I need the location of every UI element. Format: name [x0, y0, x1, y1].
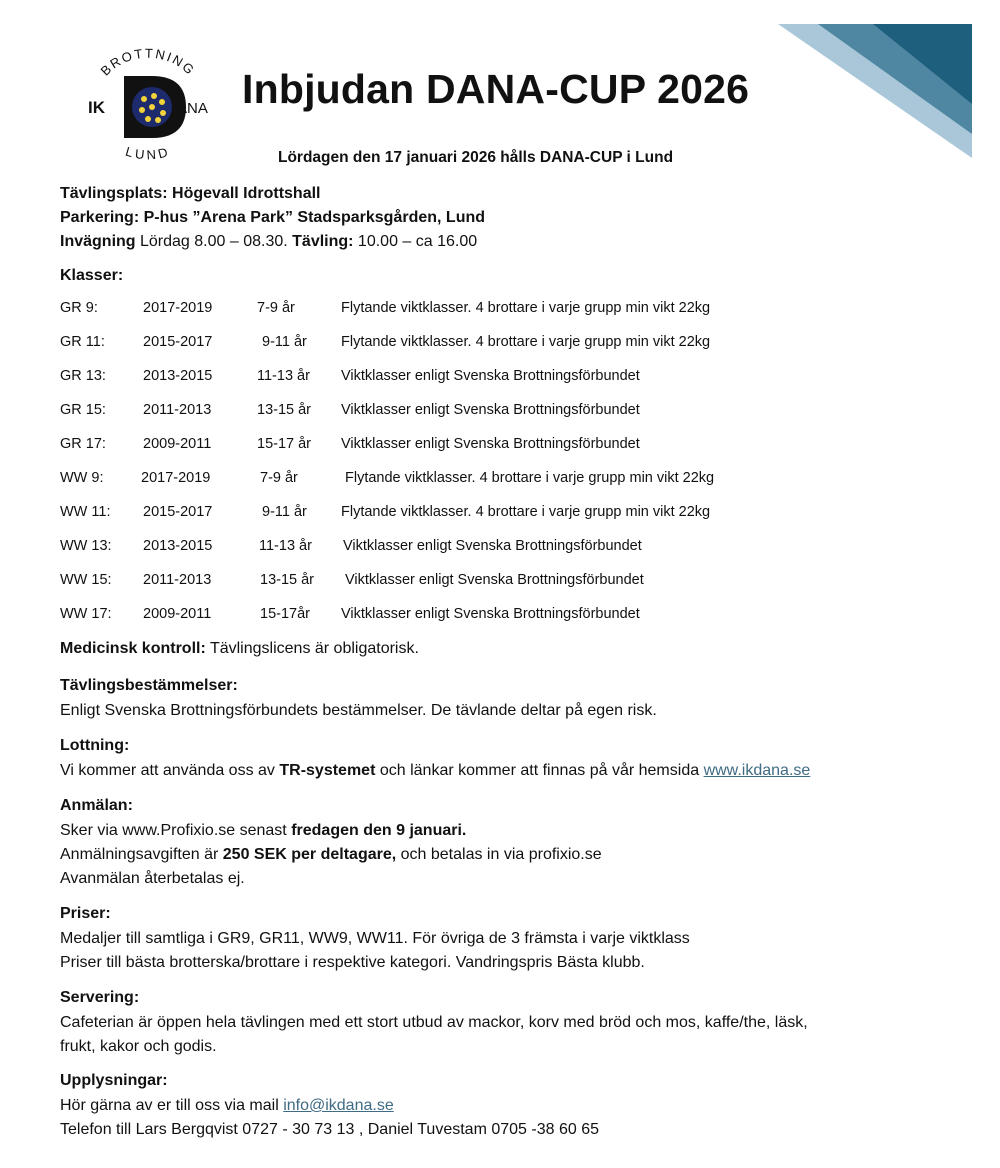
catering-line-1: Cafeterian är öppen hela tävlingen med ett stort utbud av mackor, korv med bröd och mos, kaffe/the, läsk,	[60, 1014, 808, 1031]
class-group: GR 17:	[60, 436, 106, 452]
class-years: 2009-2011	[143, 606, 212, 622]
corner-decoration	[778, 24, 972, 158]
class-group: WW 13:	[60, 538, 112, 554]
logo-left-text: IK	[88, 98, 105, 117]
draw-heading: Lottning:	[60, 737, 130, 754]
contact-mail-text: Hör gärna av er till oss via mail	[60, 1097, 284, 1114]
prizes-line-1: Medaljer till samtliga i GR9, GR11, WW9, WW11. För övriga de 3 främsta i varje viktklass	[60, 930, 690, 947]
rules-text: Enligt Svenska Brottningsförbundets bestämmelser. De tävlande deltar på egen risk.	[60, 702, 657, 719]
rules-heading: Tävlingsbestämmelser:	[60, 677, 238, 694]
class-desc: Viktklasser enligt Svenska Brottningsförbundet	[341, 402, 640, 418]
class-age: 13-15 år	[260, 572, 315, 588]
class-years: 2009-2011	[143, 436, 212, 452]
class-desc: Flytande viktklasser. 4 brottare i varje grupp min vikt 22kg	[341, 504, 711, 520]
class-age: 11-13 år	[259, 538, 312, 554]
class-group: WW 17:	[60, 606, 112, 622]
medical-label: Medicinsk kontroll:	[60, 640, 206, 657]
class-years: 2017-2019	[141, 470, 211, 486]
class-group: WW 15:	[60, 572, 112, 588]
medical-control	[60, 639, 419, 659]
class-group: GR 15:	[60, 402, 106, 418]
class-years: 2013-2015	[143, 538, 213, 554]
catering-line-2: frukt, kakor och godis.	[60, 1038, 217, 1055]
class-group: GR 9:	[60, 300, 98, 316]
class-age: 7-9 år	[257, 300, 295, 316]
registration-deadline: fredagen den 9 januari.	[291, 822, 467, 839]
draw-system: TR-systemet	[279, 762, 376, 779]
class-desc: Flytande viktklasser. 4 brottare i varje grupp min vikt 22kg	[341, 300, 711, 316]
venue: Tävlingsplats: Högevall Idrottshall	[60, 185, 321, 202]
svg-text:LUND	[124, 144, 172, 163]
draw-pre: Vi kommer att använda oss av	[60, 762, 280, 779]
draw-post: och länkar kommer att finnas på vår hemsida	[375, 762, 704, 779]
class-years: 2015-2017	[143, 334, 213, 350]
weigh-in-label: Invägning	[60, 233, 136, 250]
class-desc: Viktklasser enligt Svenska Brottningsförbundet	[341, 368, 640, 384]
contact-heading: Upplysningar:	[60, 1072, 168, 1089]
club-logo	[78, 40, 218, 170]
event-date-subtitle: Lördagen den 17 januari 2026 hålls DANA-CUP i Lund	[278, 149, 674, 166]
logo-right-text: ANA	[177, 100, 208, 117]
parking: Parkering: P-hus ”Arena Park” Stadsparksgården, Lund	[60, 209, 486, 226]
logo-top-text: BROTTNING	[97, 45, 199, 79]
class-desc: Viktklasser enligt Svenska Brottningsförbundet	[343, 538, 642, 554]
class-group: GR 11:	[60, 334, 105, 350]
class-years: 2017-2019	[143, 300, 213, 316]
class-age: 7-9 år	[260, 470, 298, 486]
competition-value: 10.00 – ca 16.00	[353, 233, 478, 250]
logo-bottom-text: LUND	[123, 143, 173, 163]
class-age: 9-11 år	[262, 504, 307, 520]
class-age: 9-11 år	[262, 334, 307, 350]
registration-line-3: Avanmälan återbetalas ej.	[60, 870, 245, 887]
registration-payment: och betalas in via profixio.se	[396, 846, 602, 863]
class-desc: Viktklasser enligt Svenska Brottningsförbundet	[345, 572, 644, 588]
class-desc: Flytande viktklasser. 4 brottare i varje grupp min vikt 22kg	[345, 470, 715, 486]
class-group: WW 9:	[60, 470, 104, 486]
registration-fee: 250 SEK per deltagare,	[222, 846, 397, 863]
class-years: 2011-2013	[143, 572, 212, 588]
contact-line-1	[60, 1096, 394, 1116]
class-desc: Viktklasser enligt Svenska Brottningsförbundet	[341, 436, 640, 452]
contact-line-2: Telefon till Lars Bergqvist 0727 - 30 73 13 , Daniel Tuvestam 0705 -38 60 65	[60, 1121, 599, 1138]
class-years: 2015-2017	[143, 504, 213, 520]
competition-label: Tävling:	[292, 233, 354, 250]
classes-heading: Klasser:	[60, 267, 124, 284]
email-link[interactable]: info@ikdana.se	[283, 1097, 394, 1114]
class-years: 2011-2013	[143, 402, 212, 418]
weigh-in	[60, 232, 477, 252]
draw-text	[60, 761, 810, 781]
class-age: 15-17 år	[257, 436, 312, 452]
weigh-in-value: Lördag 8.00 – 08.30.	[135, 233, 293, 250]
registration-line-1	[60, 821, 466, 841]
class-age: 13-15 år	[257, 402, 312, 418]
class-years: 2013-2015	[143, 368, 213, 384]
prizes-heading: Priser:	[60, 905, 111, 922]
class-desc: Flytande viktklasser. 4 brottare i varje grupp min vikt 22kg	[341, 334, 711, 350]
prizes-line-2: Priser till bästa brotterska/brottare i respektive kategori. Vandringspris Bästa klubb.	[60, 954, 645, 971]
registration-line-2	[60, 845, 602, 865]
registration-fee-label: Anmälningsavgiften är	[60, 846, 223, 863]
class-age: 11-13 år	[257, 368, 310, 384]
website-link[interactable]: www.ikdana.se	[703, 762, 811, 779]
registration-heading: Anmälan:	[60, 797, 133, 814]
class-desc: Viktklasser enligt Svenska Brottningsförbundet	[341, 606, 640, 622]
class-age: 15-17år	[260, 606, 310, 622]
class-group: WW 11:	[60, 504, 111, 520]
svg-text:BROTTNING	[98, 46, 199, 79]
medical-text: Tävlingslicens är obligatorisk.	[205, 640, 419, 657]
catering-heading: Servering:	[60, 989, 140, 1006]
class-group: GR 13:	[60, 368, 106, 384]
registration-line-1-text: Sker via www.Profixio.se senast	[60, 822, 292, 839]
page-title: Inbjudan DANA-CUP 2026	[242, 66, 750, 112]
